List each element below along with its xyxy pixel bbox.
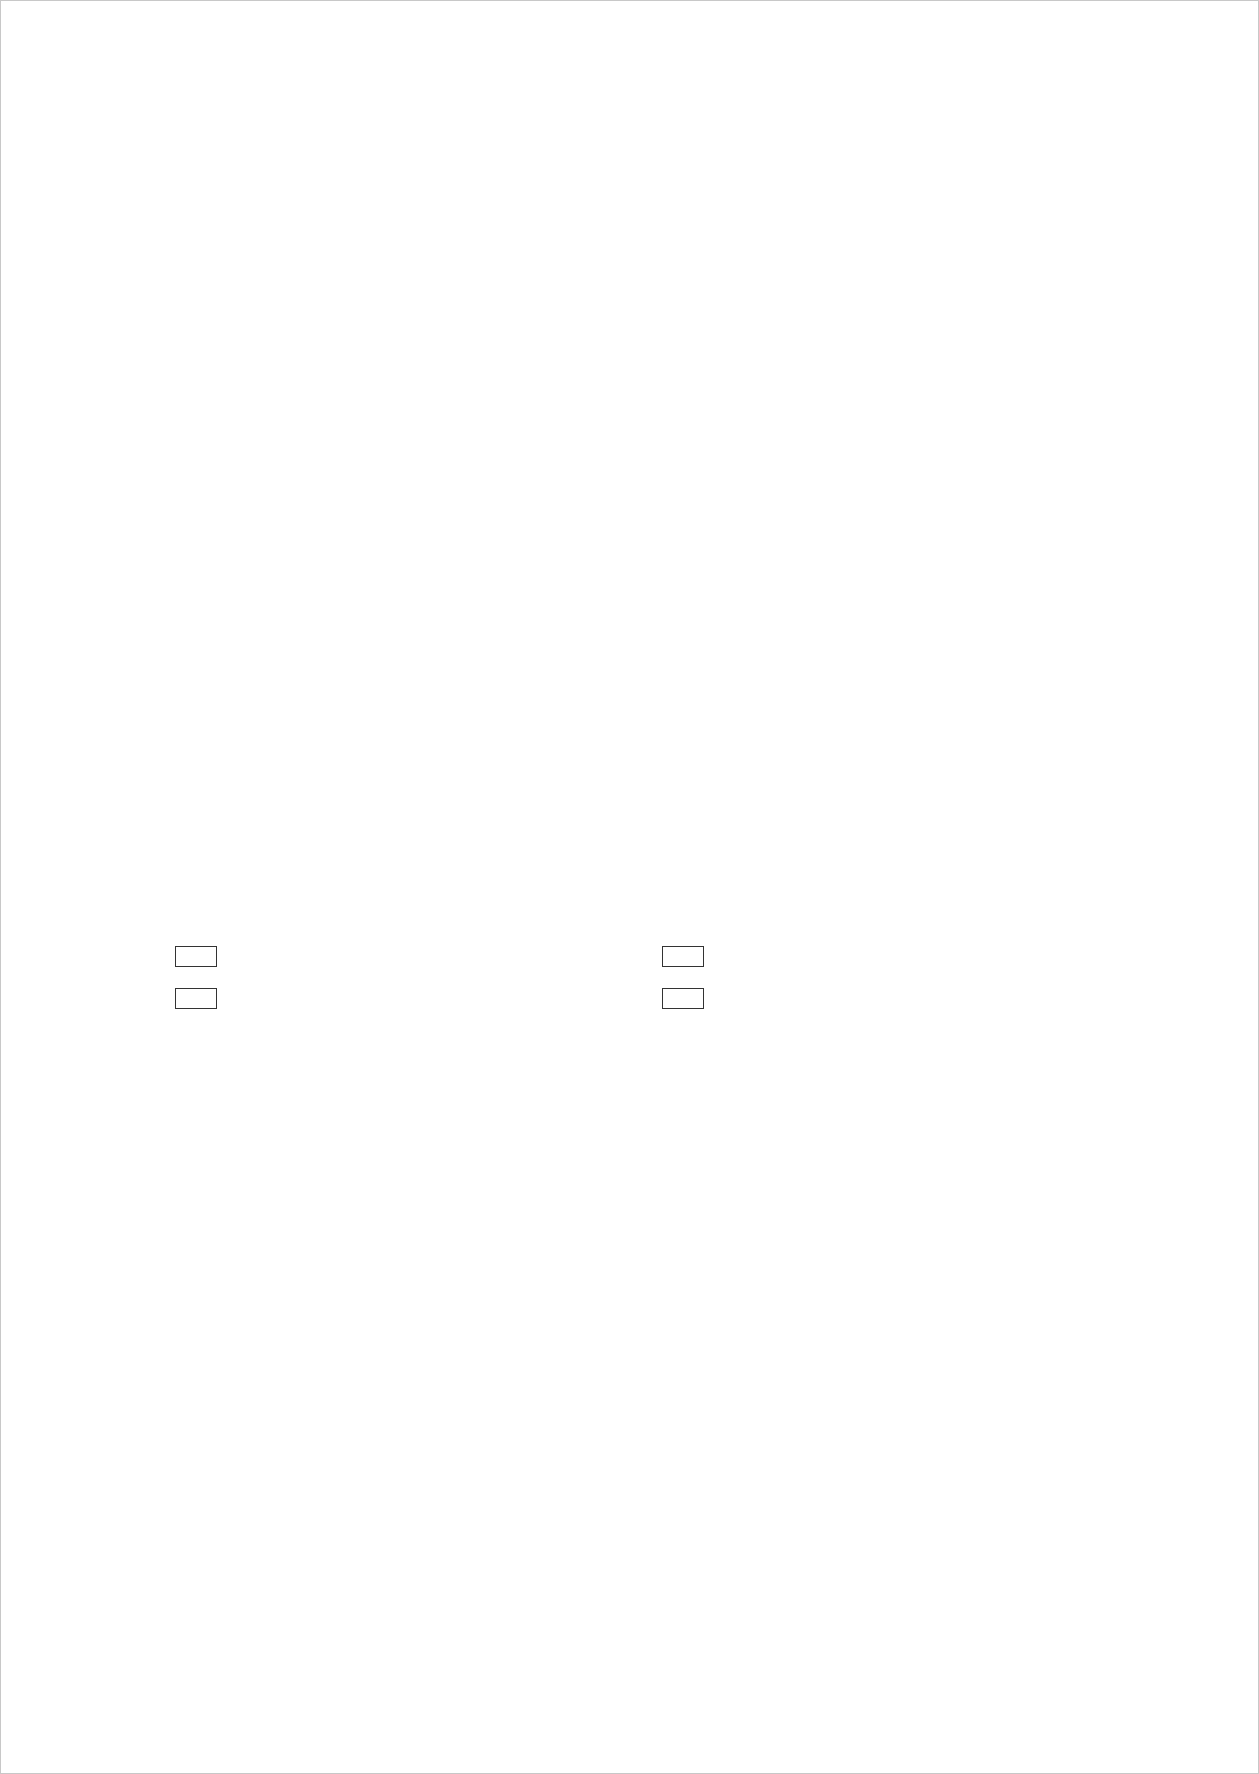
swatch-red [175,988,217,1009]
flag-geometry [277,1175,1011,1627]
swatch-gold [175,946,217,967]
swatch-black [662,988,704,1009]
swatch-blue [662,946,704,967]
flag-main [268,370,1002,822]
